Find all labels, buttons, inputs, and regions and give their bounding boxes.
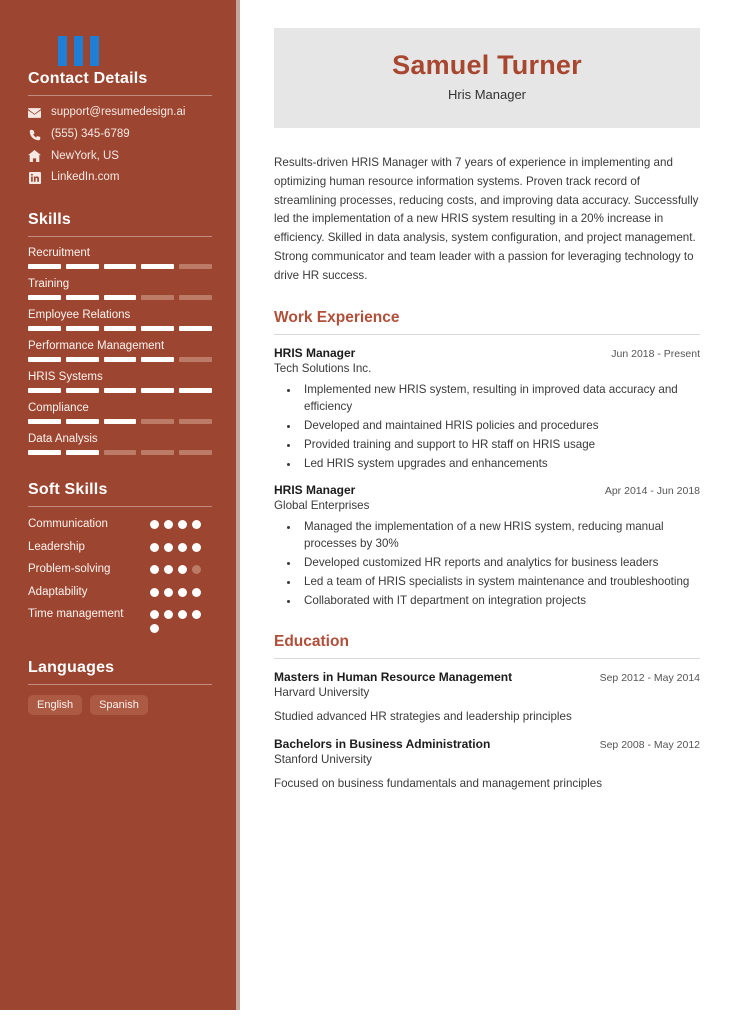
contact-divider	[28, 95, 212, 96]
soft-skill-dot	[192, 543, 201, 552]
education-heading: Education	[274, 633, 349, 651]
work-experience-divider	[274, 334, 700, 335]
work-entry	[274, 346, 700, 472]
language-tag: English	[28, 695, 82, 715]
contact-item-phone[interactable]	[28, 128, 212, 142]
education-school: Harvard University	[274, 686, 370, 700]
education-entry	[274, 737, 700, 792]
skill-segment	[179, 326, 212, 331]
skill-level-bar	[28, 326, 212, 331]
skill-segment	[104, 326, 137, 331]
skill-segment	[66, 264, 99, 269]
skill-item	[28, 433, 212, 455]
soft-skill-dot	[150, 624, 159, 633]
skill-level-bar	[28, 357, 212, 362]
language-tag: Spanish	[90, 695, 148, 715]
skill-item	[28, 340, 212, 362]
phone-icon	[28, 129, 41, 141]
skill-segment	[66, 357, 99, 362]
main-content	[240, 0, 730, 1024]
skill-segment	[141, 357, 174, 362]
work-bullet-list	[274, 382, 700, 472]
skill-segment	[66, 295, 99, 300]
skill-segment	[66, 450, 99, 455]
candidate-name: Samuel Turner	[392, 50, 582, 80]
soft-skill-dot	[150, 520, 159, 529]
soft-skill-dot	[164, 565, 173, 574]
work-bullet: • Collaborated with IT department on integration projects	[300, 593, 700, 610]
soft-skill-dot	[150, 588, 159, 597]
languages-list	[28, 695, 212, 715]
skills-list	[28, 247, 212, 455]
skill-label: Training	[28, 278, 70, 291]
candidate-role: Hris Manager	[447, 87, 527, 102]
skill-segment	[141, 419, 174, 424]
skill-label: Employee Relations	[28, 309, 131, 322]
skills-divider	[28, 236, 212, 237]
contact-phone-text: (555) 345-6789	[51, 127, 130, 140]
soft-skill-rating	[150, 585, 212, 597]
soft-skills-heading: Soft Skills	[28, 481, 108, 499]
education-degree: Masters in Human Resource Management	[274, 670, 513, 685]
soft-skill-label: Problem-solving	[28, 563, 111, 576]
skill-level-bar	[28, 295, 212, 300]
skill-item	[28, 278, 212, 300]
education-divider	[274, 658, 700, 659]
skill-segment	[179, 388, 212, 393]
skill-segment	[141, 326, 174, 331]
skill-segment	[66, 326, 99, 331]
soft-skill-item	[28, 540, 212, 556]
contact-location-text: NewYork, US	[51, 149, 119, 162]
soft-skill-dot	[192, 610, 201, 619]
skill-segment	[179, 450, 212, 455]
skill-label: Performance Management	[28, 340, 165, 353]
skill-item	[28, 402, 212, 424]
skill-item	[28, 371, 212, 393]
contact-item-email[interactable]	[28, 106, 212, 120]
skill-segment	[28, 357, 61, 362]
work-bullet: • Provided training and support to HR staff on HRIS usage	[300, 437, 700, 454]
work-company: Tech Solutions Inc.	[274, 362, 372, 376]
soft-skill-dot	[164, 610, 173, 619]
skill-segment	[104, 357, 137, 362]
work-bullet: • Led HRIS system upgrades and enhancements	[300, 456, 700, 473]
work-date-range: Jun 2018 - Present	[611, 348, 700, 361]
work-bullet: • Developed customized HR reports and analytics for business leaders	[300, 555, 700, 572]
soft-skill-dot	[164, 588, 173, 597]
education-entry	[274, 670, 700, 725]
soft-skill-label: Adaptability	[28, 585, 88, 598]
work-bullet: • Implemented new HRIS system, resulting in improved data accuracy and efficiency	[300, 382, 700, 416]
work-job-title: HRIS Manager	[274, 483, 356, 498]
skill-segment	[141, 264, 174, 269]
skill-item	[28, 247, 212, 269]
skill-segment	[28, 295, 61, 300]
skill-segment	[28, 388, 61, 393]
work-experience-heading: Work Experience	[274, 309, 400, 327]
home-icon	[28, 150, 41, 162]
education-date-range: Sep 2008 - May 2012	[599, 738, 700, 751]
soft-skill-item	[28, 562, 212, 578]
work-bullet-list	[274, 519, 700, 609]
skill-label: Recruitment	[28, 247, 90, 260]
soft-skill-rating	[150, 607, 212, 633]
skill-segment	[104, 264, 137, 269]
soft-skill-dot	[178, 610, 187, 619]
contact-list	[28, 106, 212, 185]
soft-skill-dot	[164, 520, 173, 529]
skill-segment	[28, 450, 61, 455]
skill-level-bar	[28, 450, 212, 455]
skill-segment	[28, 326, 61, 331]
skill-label: Data Analysis	[28, 433, 98, 446]
skill-segment	[66, 388, 99, 393]
skill-segment	[141, 388, 174, 393]
linkedin-icon	[28, 172, 41, 184]
skill-item	[28, 309, 212, 331]
soft-skill-rating	[150, 562, 212, 574]
contact-item-location	[28, 150, 212, 164]
soft-skill-dot	[178, 520, 187, 529]
education-entry-header	[274, 737, 700, 751]
soft-skill-dot	[150, 543, 159, 552]
work-entry-header	[274, 346, 700, 360]
education-list	[274, 670, 700, 792]
skill-segment	[104, 450, 137, 455]
envelope-icon	[28, 108, 41, 118]
logo-mark	[28, 0, 212, 44]
education-school: Stanford University	[274, 752, 372, 766]
name-card	[274, 28, 700, 128]
logo-bar-1	[58, 36, 67, 66]
skill-segment	[28, 264, 61, 269]
work-entry	[274, 483, 700, 609]
soft-skill-dot	[192, 565, 201, 574]
skill-level-bar	[28, 264, 212, 269]
professional-summary: Results-driven HRIS Manager with 7 years of experience in implementing and optimizing human resource information systems. Proven track record of streamlining processes, reducing costs, and improving data accuracy. Successfully led the implementation of a new HRIS system resulting in a 20% increase in efficiency. Skilled in data analysis, system configuration, and project management. Strong communicator and team leader with a passion for leveraging technology to drive HR success.	[274, 156, 699, 282]
languages-heading: Languages	[28, 659, 115, 677]
soft-skill-item	[28, 517, 212, 533]
soft-skill-dot	[178, 588, 187, 597]
soft-skill-item	[28, 607, 212, 633]
soft-skill-dot	[178, 543, 187, 552]
work-company: Global Enterprises	[274, 499, 370, 513]
skills-heading: Skills	[28, 211, 72, 229]
work-bullet: • Developed and maintained HRIS policies and procedures	[300, 418, 700, 435]
soft-skill-dot	[192, 520, 201, 529]
contact-linkedin-text: LinkedIn.com	[51, 171, 120, 184]
logo-bar-2	[74, 36, 83, 66]
skill-level-bar	[28, 419, 212, 424]
work-bullet: • Led a team of HRIS specialists in system maintenance and troubleshooting	[300, 574, 700, 591]
skill-segment	[104, 295, 137, 300]
contact-email-text: support@resumedesign.ai	[51, 106, 186, 118]
soft-skill-rating	[150, 540, 212, 552]
education-description: Focused on business fundamentals and management principles	[274, 776, 603, 790]
soft-skill-label: Time management	[28, 608, 124, 621]
education-entry-header	[274, 670, 700, 684]
soft-skill-dot	[150, 610, 159, 619]
sidebar	[0, 0, 240, 1010]
skill-segment	[66, 419, 99, 424]
soft-skill-rating	[150, 517, 212, 529]
skill-segment	[28, 419, 61, 424]
skill-segment	[179, 295, 212, 300]
skill-segment	[179, 419, 212, 424]
skill-segment	[104, 419, 137, 424]
skill-label: Compliance	[28, 402, 89, 415]
skill-segment	[141, 295, 174, 300]
work-date-range: Apr 2014 - Jun 2018	[604, 485, 700, 498]
languages-divider	[28, 684, 212, 685]
skill-segment	[104, 388, 137, 393]
skill-level-bar	[28, 388, 212, 393]
work-job-title: HRIS Manager	[274, 346, 356, 361]
skill-segment	[179, 264, 212, 269]
work-bullet: • Managed the implementation of a new HRIS system, reducing manual processes by 30%	[300, 519, 700, 553]
soft-skills-divider	[28, 506, 212, 507]
work-experience-list	[274, 346, 700, 609]
soft-skill-label: Communication	[28, 518, 108, 531]
logo-bar-3	[90, 36, 99, 66]
education-date-range: Sep 2012 - May 2014	[599, 672, 700, 685]
soft-skills-list	[28, 517, 212, 633]
soft-skill-dot	[192, 588, 201, 597]
soft-skill-dot	[164, 543, 173, 552]
soft-skill-item	[28, 585, 212, 601]
soft-skill-label: Leadership	[28, 540, 85, 553]
soft-skill-dot	[178, 565, 187, 574]
education-degree: Bachelors in Business Administration	[274, 736, 491, 751]
education-description: Studied advanced HR strategies and leadership principles	[274, 710, 572, 724]
contact-item-linkedin[interactable]	[28, 171, 212, 185]
contact-details-heading: Contact Details	[28, 70, 148, 87]
skill-segment	[179, 357, 212, 362]
skill-segment	[141, 450, 174, 455]
skill-label: HRIS Systems	[28, 371, 103, 384]
soft-skill-dot	[150, 565, 159, 574]
work-entry-header	[274, 483, 700, 497]
